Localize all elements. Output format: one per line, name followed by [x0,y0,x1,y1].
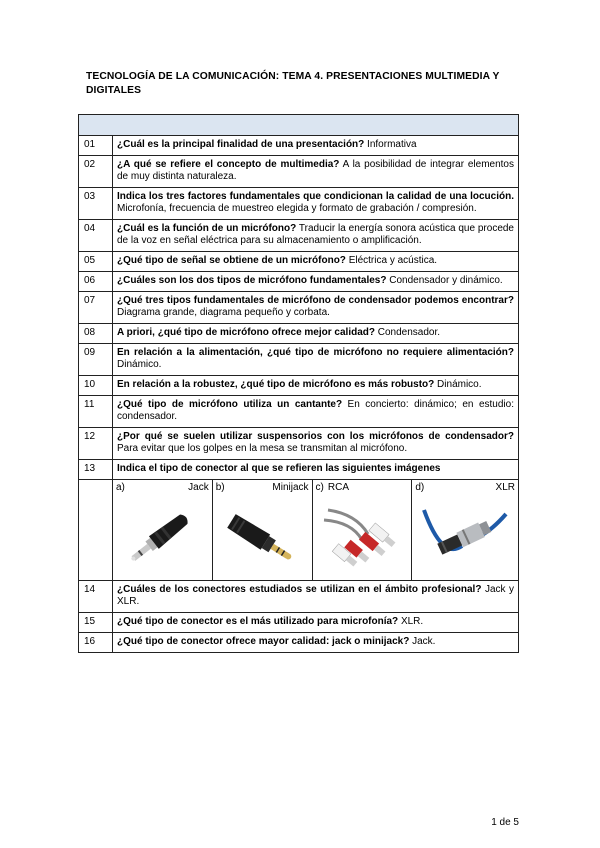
question: En relación a la robustez, ¿qué tipo de micrófono es más robusto? [117,379,435,390]
table-row [79,292,519,324]
row-number: 03 [79,188,113,220]
answer: Condensador. [375,327,441,338]
question: ¿Qué tipo de conector es el más utilizado para microfonía? [117,616,399,627]
question: ¿A qué se refiere el concepto de multimedia? [117,159,340,170]
answer: Traducir la energía sonora acústica que procede de la voz en señal eléctrica para su almacenamiento o amplificación. [117,223,514,246]
table-row [79,344,519,376]
xlr-plug-icon [422,500,508,575]
connector-images-row [79,480,519,581]
question: ¿Cuál es la principal finalidad de una presentación? [117,139,365,150]
table-row [79,188,519,220]
question: ¿Cuáles de los conectores estudiados se utilizan en el ámbito profesional? [117,584,482,595]
row-number: 01 [79,136,113,156]
answer: Dinámico. [117,359,162,370]
answer: Jack y XLR. [117,584,514,607]
connector-letter: a) [116,482,125,493]
connector-xlr [412,480,518,580]
question: Indica los tres factores fundamentales que condicionan la calidad de una locución. [117,191,514,202]
questions-table [78,114,519,653]
row-number: 11 [79,396,113,428]
connector-rca [312,480,412,580]
answer: A la posibilidad de integrar elementos de muy distinta naturaleza. [117,159,514,182]
row-number: 04 [79,220,113,252]
answer: Dinámico. [434,379,482,390]
minijack-plug-icon [222,500,302,575]
row-number: 10 [79,376,113,396]
answer: Microfonía, frecuencia de muestreo elegida y formato de grabación / compresión. [117,203,477,214]
table-row [79,324,519,344]
connector-letter: c) [315,482,324,493]
question: ¿Cuál es la función de un micrófono? [117,223,297,234]
connector-letter: d) [415,482,425,493]
question: ¿Qué tipo de señal se obtiene de un micrófono? [117,255,346,266]
rca-plug-icon [322,500,402,575]
answer: XLR. [398,616,424,627]
answer: Jack. [409,636,436,647]
question: En relación a la alimentación, ¿qué tipo de micrófono no requiere alimentación? [117,347,514,358]
page-number: 1 de 5 [491,817,519,828]
question: ¿Qué tres tipos fundamentales de micrófono de condensador podemos encontrar? [117,295,514,306]
row-number: 07 [79,292,113,324]
table-row [79,613,519,633]
row-number: 16 [79,633,113,653]
answer: Condensador y dinámico. [386,275,503,286]
row-number: 05 [79,252,113,272]
row-number: 08 [79,324,113,344]
row-number: 06 [79,272,113,292]
row-number: 14 [79,581,113,613]
page-title: TECNOLOGÍA DE LA COMUNICACIÓN: TEMA 4. PRESENTACIONES MULTIMEDIA Y DIGITALES [86,71,500,96]
answer: Para evitar que los golpes en la mesa se transmitan al micrófono. [117,443,408,454]
question: A priori, ¿qué tipo de micrófono ofrece mejor calidad? [117,327,375,338]
table-row [79,156,519,188]
question: Indica el tipo de conector al que se refieren las siguientes imágenes [117,463,441,474]
table-row [79,396,519,428]
question: ¿Cuáles son los dos tipos de micrófono fundamentales? [117,275,387,286]
table-row [79,252,519,272]
jack-plug-icon [122,500,202,575]
table-row [79,460,519,480]
answer: En concierto: dinámico; en estudio: condensador. [117,399,514,422]
answer: Diagrama grande, diagrama pequeño y corbata. [117,307,330,318]
connector-minijack [212,480,312,580]
connector-name: XLR [495,482,515,493]
row-number: 12 [79,428,113,460]
connector-jack [113,480,212,580]
table-row [79,581,519,613]
answer: Informativa [364,139,417,150]
connector-name: Minijack [272,482,309,493]
row-number: 02 [79,156,113,188]
table-row [79,136,519,156]
question: ¿Qué tipo de micrófono utiliza un cantante? [117,399,343,410]
row-number: 13 [79,460,113,480]
table-header-row [79,115,519,136]
table-row [79,428,519,460]
connector-name: Jack [188,482,209,493]
answer: Eléctrica y acústica. [345,255,438,266]
table-row [79,220,519,252]
connector-letter: b) [215,482,225,493]
table-row [79,633,519,653]
table-row [79,376,519,396]
question: ¿Por qué se suelen utilizar suspensorios con los micrófonos de condensador? [117,431,514,442]
connector-name: RCA [327,482,350,493]
row-number: 09 [79,344,113,376]
row-number: 15 [79,613,113,633]
table-row [79,272,519,292]
question: ¿Qué tipo de conector ofrece mayor calidad: jack o minijack? [117,636,410,647]
